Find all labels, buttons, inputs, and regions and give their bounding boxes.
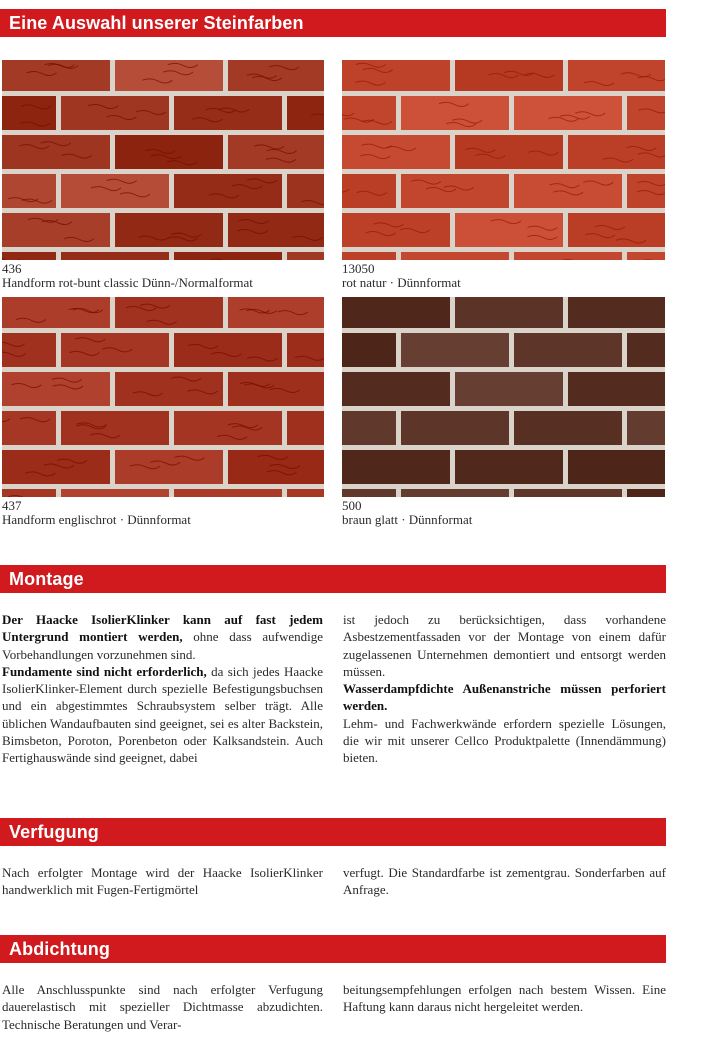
montage-column-left	[2, 611, 323, 767]
paragraph: Alle Anschlusspunkte sind nach erfolgter Verfugung dauerelastisch mit spezieller Dichtmasse abzudichten. Technische Beratungen und Verar-	[2, 982, 323, 1032]
paragraph-text: ohne dass aufwendige Vorbehandlungen vorzunehmen sind.	[2, 629, 323, 662]
swatch-caption-436	[2, 262, 253, 290]
brick	[401, 174, 509, 208]
brick	[2, 135, 110, 169]
section-header-steinfarben	[0, 9, 666, 37]
brick	[627, 252, 665, 260]
bold-lead: Fundamente sind nicht erforderlich,	[2, 663, 207, 679]
brick	[342, 174, 396, 208]
brick	[514, 96, 622, 130]
brick	[342, 411, 396, 445]
brick	[228, 135, 324, 169]
brick	[287, 96, 324, 130]
brick	[514, 411, 622, 445]
brick	[568, 135, 665, 169]
brick	[342, 252, 396, 260]
brick	[61, 411, 169, 445]
paragraph: ist jedoch zu berücksichtigen, dass vorhandene Asbestzementfassaden vor der Montage von einem dafür zugelassenen Unternehmen demontiert und entsorgt werden müssen.	[343, 612, 666, 679]
brick	[174, 174, 282, 208]
brick	[2, 411, 56, 445]
bold-lead: Wasserdampfdichte Außenanstriche müssen perforiert werden.	[343, 681, 666, 714]
brick	[514, 489, 622, 497]
brick	[342, 450, 450, 484]
brick	[2, 450, 110, 484]
brick	[568, 450, 665, 484]
section-header-verfugung	[0, 818, 666, 846]
brick	[228, 372, 324, 406]
brick	[342, 213, 450, 247]
brick	[287, 333, 324, 367]
brick	[401, 96, 509, 130]
brick	[2, 213, 110, 247]
paragraph: Nach erfolgter Montage wird der Haacke IsolierKlinker handwerklich mit Fugen-Fertigmörtel	[2, 865, 323, 898]
brick	[228, 450, 324, 484]
brick	[514, 252, 622, 260]
brick	[342, 489, 396, 497]
paragraph: Lehm- und Fachwerkwände erfordern spezielle Lösungen, die wir mit unserer Cellco Produktpalette (Innendämmung) bieten.	[343, 715, 666, 766]
brick	[61, 489, 169, 497]
brick	[174, 333, 282, 367]
brick	[115, 372, 223, 406]
brick	[568, 297, 665, 328]
brick	[287, 252, 324, 260]
brick	[401, 333, 509, 367]
brick	[342, 96, 396, 130]
brick	[514, 333, 622, 367]
swatch-code: 436	[2, 261, 22, 276]
brick	[455, 135, 563, 169]
section-header-abdichtung	[0, 935, 666, 963]
montage-column-right	[343, 611, 666, 767]
brick	[342, 135, 450, 169]
brick	[174, 96, 282, 130]
bold-lead: Der Haacke IsolierKlinker kann auf fast jedem Untergrund montiert werden,	[2, 612, 323, 645]
swatch-code: 13050	[342, 261, 375, 276]
brick	[174, 489, 282, 497]
section-title: Abdichtung	[9, 939, 110, 959]
swatch-name: Handform englischrot · Dünnformat	[2, 512, 191, 527]
paragraph	[343, 680, 666, 715]
swatch-code: 500	[342, 498, 362, 513]
brick	[342, 372, 450, 406]
brick	[568, 60, 665, 91]
brick	[2, 372, 110, 406]
swatch-code: 437	[2, 498, 22, 513]
brick	[2, 333, 56, 367]
brick	[61, 252, 169, 260]
section-title: Verfugung	[9, 822, 99, 842]
brick	[2, 252, 56, 260]
swatch-name: rot natur · Dünnformat	[342, 275, 461, 290]
verfugung-column-right	[343, 864, 666, 899]
brick	[287, 411, 324, 445]
brick	[455, 450, 563, 484]
brick	[627, 333, 665, 367]
brick	[115, 213, 223, 247]
swatch-name: Handform rot-bunt classic Dünn-/Normalformat	[2, 275, 253, 290]
swatch-caption-13050	[342, 262, 461, 290]
verfugung-column-left	[2, 864, 323, 899]
brick	[455, 372, 563, 406]
brick	[627, 411, 665, 445]
paragraph: verfugt. Die Standardfarbe ist zementgrau. Sonderfarben auf Anfrage.	[343, 865, 666, 898]
brick	[568, 372, 665, 406]
brick	[514, 174, 622, 208]
brick	[287, 489, 324, 497]
brick	[342, 297, 450, 328]
swatch-caption-437	[2, 499, 191, 527]
brick	[115, 450, 223, 484]
brick	[342, 333, 396, 367]
paragraph	[2, 663, 323, 767]
swatch-name: braun glatt · Dünnformat	[342, 512, 473, 527]
brick	[627, 489, 665, 497]
paragraph: beitungsempfehlungen erfolgen nach bestem Wissen. Eine Haftung kann daraus nicht hergeleitet werden.	[343, 982, 666, 1015]
brick	[228, 297, 324, 328]
brick-swatch-436	[2, 60, 324, 260]
abdichtung-column-right	[343, 981, 666, 1016]
brick	[342, 60, 450, 91]
brick	[115, 297, 223, 328]
brick	[455, 60, 563, 91]
brick-swatch-437	[2, 297, 324, 497]
brick-swatch-13050	[342, 60, 665, 260]
brick	[455, 297, 563, 328]
brick	[174, 411, 282, 445]
paragraph-text: da sich jedes Haacke IsolierKlinker-Element durch spezielle Befestigungsbuchsen und ein abgestimmtes Schraubsystem selber trägt. Alle üblichen Wandaufbauten sind geeignet, sei es alter Backstein, Bimsbeton, Poroton, Porenbeton oder Kalksandstein. Auch Fertighauswände sind geeignet, dabei	[2, 663, 324, 766]
brick	[401, 489, 509, 497]
swatch-caption-500	[342, 499, 472, 527]
abdichtung-column-left	[2, 981, 323, 1033]
brick	[401, 411, 509, 445]
section-title: Montage	[9, 569, 84, 589]
section-header-montage	[0, 565, 666, 593]
brick	[115, 135, 223, 169]
page-title: Eine Auswahl unserer Steinfarben	[9, 13, 304, 33]
paragraph	[2, 611, 323, 663]
brick	[401, 252, 509, 260]
brick-swatch-500	[342, 297, 665, 497]
brick	[174, 252, 282, 260]
